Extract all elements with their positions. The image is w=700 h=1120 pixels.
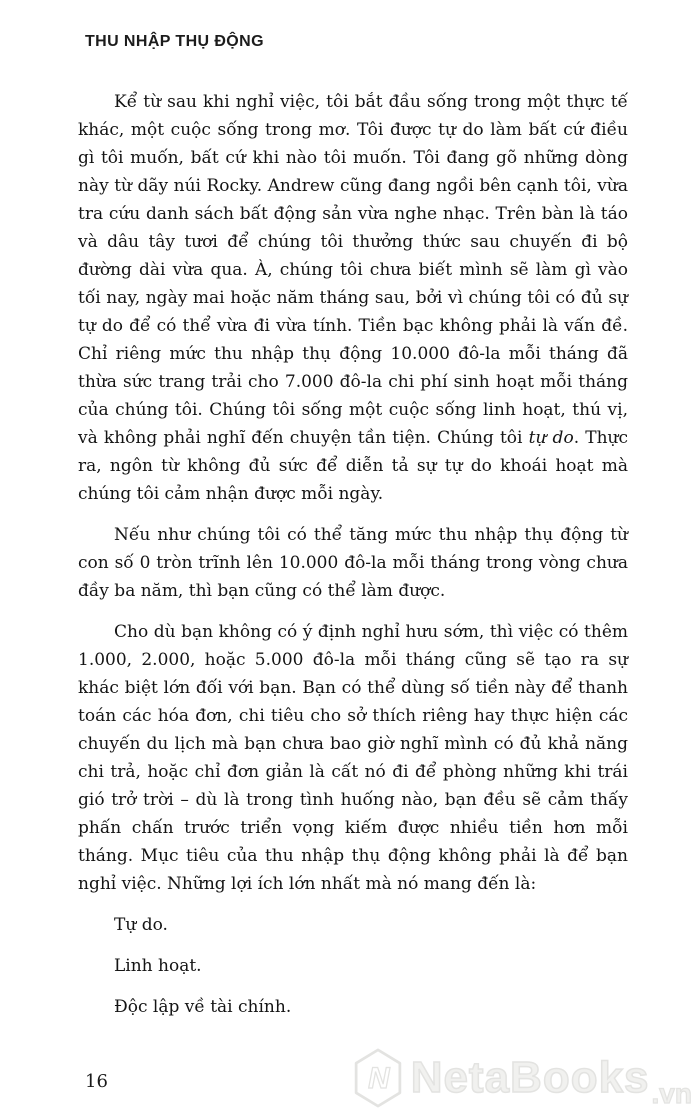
text-run: Linh hoạt. xyxy=(114,956,202,976)
paragraph-5 xyxy=(78,952,628,980)
paragraph-1 xyxy=(78,88,628,508)
page-number: 16 xyxy=(85,1071,108,1092)
paragraph-3 xyxy=(78,618,628,898)
paragraph-4 xyxy=(78,911,628,939)
svg-text:N: N xyxy=(367,1062,390,1096)
running-header: THU NHẬP THỤ ĐỘNG xyxy=(85,33,264,50)
watermark-brand: NetaBooks xyxy=(410,1053,650,1102)
text-run: . Thực ra, ngôn từ không đủ sức để diễn tả sự tự do khoái hoạt mà chúng tôi cảm nhận được mỗi ngày. xyxy=(78,428,628,504)
italic-run: tự do xyxy=(528,428,574,448)
hexagon-n-icon xyxy=(353,1046,403,1110)
body-text xyxy=(78,88,628,1034)
watermark xyxy=(353,1046,692,1110)
text-run: Tự do. xyxy=(114,915,168,935)
paragraph-6 xyxy=(78,993,628,1021)
paragraph-2 xyxy=(78,521,628,605)
watermark-suffix: .vn xyxy=(651,1078,692,1109)
text-run: Cho dù bạn không có ý định nghỉ hưu sớm, thì việc có thêm 1.000, 2.000, hoặc 5.000 đô-la mỗi tháng cũng sẽ tạo ra sự khác biệt lớn đối với bạn. Bạn có thể dùng số tiền này để thanh toán các hóa đơn, chi tiêu cho sở thích riêng hay thực hiện các chuyến du lịch mà bạn chưa bao giờ nghĩ mình có đủ khả năng chi trả, hoặc chỉ đơn giản là cất nó đi để phòng những khi trái gió trở trời – dù là trong tình huống nào, bạn đều sẽ cảm thấy phấn chấn trước triển vọng kiếm được nhiều tiền hơn mỗi tháng. Mục tiêu của thu nhập thụ động không phải là để bạn nghỉ việc. Những lợi ích lớn nhất mà nó mang đến là: xyxy=(78,622,628,894)
text-run: Nếu như chúng tôi có thể tăng mức thu nhập thụ động từ con số 0 tròn trĩnh lên 10.000 đô-la mỗi tháng trong vòng chưa đầy ba năm, thì bạn cũng có thể làm được. xyxy=(78,525,628,601)
text-run: Độc lập về tài chính. xyxy=(114,997,292,1017)
text-run: Kể từ sau khi nghỉ việc, tôi bắt đầu sống trong một thực tế khác, một cuộc sống trong mơ. Tôi được tự do làm bất cứ điều gì tôi muốn, bất cứ khi nào tôi muốn. Tôi đang gõ những dòng này từ dãy núi Rocky. Andrew cũng đang ngồi bên cạnh tôi, vừa tra cứu danh sách bất động sản vừa nghe nhạc. Trên bàn là táo và dâu tây tươi để chúng tôi thưởng thức sau chuyến đi bộ đường dài vừa qua. À, chúng tôi chưa biết mình sẽ làm gì vào tối nay, ngày mai hoặc năm tháng sau, bởi vì chúng tôi có đủ sự tự do để có thể vừa đi vừa tính. Tiền bạc không phải là vấn đề. Chỉ riêng mức thu nhập thụ động 10.000 đô-la mỗi tháng đã thừa sức trang trải cho 7.000 đô-la chi phí sinh hoạt mỗi tháng của chúng tôi. Chúng tôi sống một cuộc sống linh hoạt, thú vị, và không phải nghĩ đến chuyện tần tiện. Chúng tôi xyxy=(78,92,628,448)
